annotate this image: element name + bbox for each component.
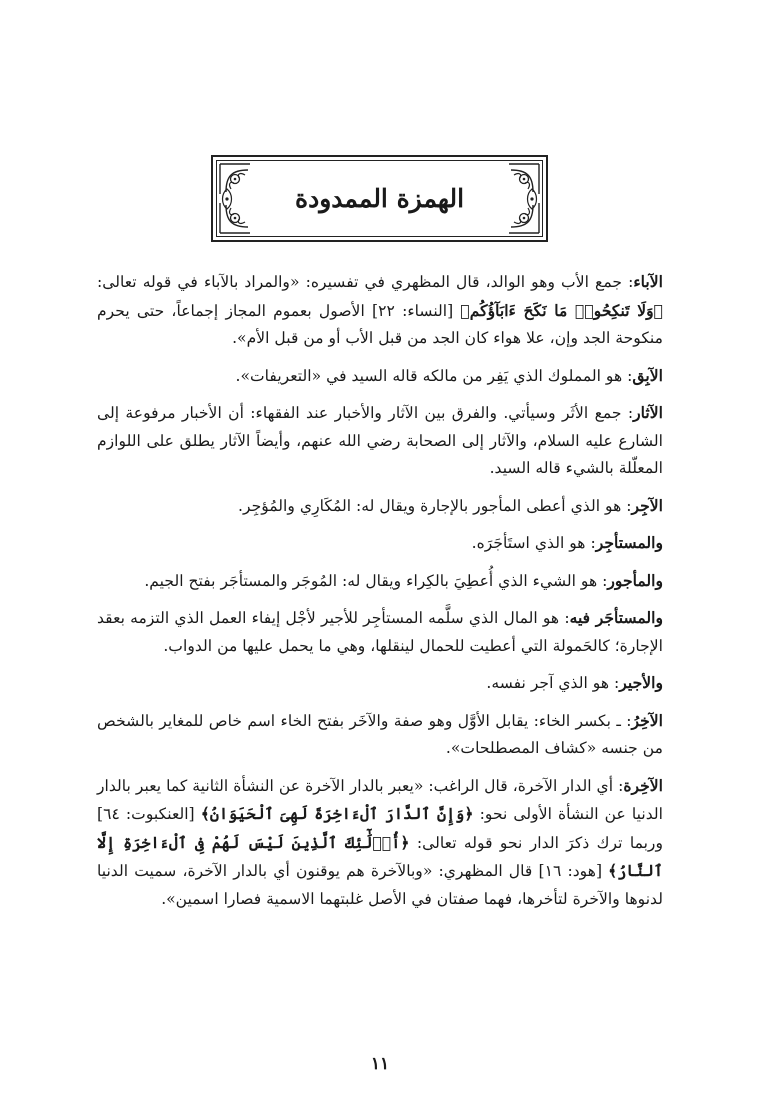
entry-term: الآخِرُ (631, 710, 663, 730)
glossary-entry (97, 669, 663, 698)
entry-term: الآثار (633, 403, 663, 422)
glossary-body (97, 268, 663, 913)
heading-frame (211, 155, 548, 242)
entry-text: : هو الذي آجر نفسه. (486, 674, 620, 692)
quran-verse: ﴿وَلَا تَنكِحُوا۟ مَا نَكَحَ ءَابَآؤُكُم﴾ (460, 300, 664, 320)
entry-term: الآخِرة (623, 775, 663, 795)
entry-term: والمأجور (607, 570, 663, 590)
glossary-entry (97, 604, 663, 660)
glossary-entry (97, 707, 663, 763)
glossary-entry (97, 362, 663, 391)
entry-text: : هو الذي أعطى المأجور بالإجارة ويقال له: المُكَارِي والمُؤجِر. (238, 496, 632, 515)
glossary-entry (97, 772, 663, 914)
entry-text: : أي الدار الآخرة، قال الراغب: «يعبر بالدار الآخرة عن النشأة الثانية كما يعبر بالدار الدنيا عن النشأة الأولى نحو: (97, 776, 663, 823)
entry-term: الآجِر (631, 495, 663, 515)
entry-text: : ـ بكسر الخاء: يقابل الأوَّل وهو صفة والآخَر بفتح الخاء اسم خاص للمغاير بالشخص من جنسه «كشاف المصطلحات». (97, 711, 663, 757)
heading-inner-border (216, 160, 543, 237)
entry-text: : جمع الأثَر وسيأتي. والفرق بين الآثار والأخبار عند الفقهاء: أن الأخبار مرفوعة إلى الشارع عليه السلام، والآثار إلى الصحابة رضي الله عنهم، وأيضاً الآثار يطلق على اللوازم المعلّلة بالشيء قاله السيد. (97, 404, 663, 477)
glossary-entry (97, 492, 663, 521)
quran-verse: ﴿أُو۟لَٰٓئِكَ ٱلَّذِينَ لَيْسَ لَهُمْ فِى ٱلْءَاخِرَةِ إِلَّا ٱلنَّارُ﴾ (97, 832, 663, 880)
entry-text: [العنكبوت: ٦٤] وربما ترك ذكرَ الدار نحو قوله تعالى: (97, 805, 663, 852)
entry-text: : هو المال الذي سلَّمه المستأجِر للأجير لأجْل إيفاء العمل الذي التزمه بعقد الإجارة؛ كالحَمولة التي أعطيت للحمال لينقلها، وهي ما يحمل عليها من الدواب. (97, 609, 663, 655)
entry-text: : هو الشيء الذي أُعطِيَ بالكِراء ويقال له: المُوجَر والمستأجَر بفتح الجيم. (144, 571, 608, 590)
entry-text: [النساء: ٢٢] الأصول بعموم المجاز إجماعاً، حتى يحرم منكوحة الجد وإن، علا هواء كان الجد من قبل الأب أو من قبل الأم». (97, 301, 663, 347)
entry-text: : جمع الأب وهو الوالد، قال المظهري في تفسيره: «والمراد بالآباء في قوله تعالى: (97, 273, 634, 291)
entry-text: : هو الذي استَأجَرَه. (471, 534, 596, 552)
glossary-entry (97, 399, 663, 483)
entry-term: والمستأجَر فيه (569, 608, 663, 627)
glossary-entry (97, 567, 663, 596)
quran-verse: ﴿وَإِنَّ ٱلدَّارَ ٱلْءَاخِرَةَ لَهِىَ ٱلْحَيَوَانُ﴾ (200, 804, 474, 823)
entry-term: والأجير (619, 673, 663, 692)
entry-term: الآباء (633, 272, 663, 291)
side-ornament-icon (220, 188, 234, 210)
section-title: الهمزة الممدودة (294, 184, 465, 213)
entry-term: والمستأجِر (595, 533, 663, 552)
glossary-entry (97, 268, 663, 353)
page-number: ١١ (370, 1054, 390, 1074)
entry-term: الآبِق (632, 365, 663, 385)
side-ornament-icon (525, 188, 539, 210)
entry-text: [هود: ١٦] قال المظهري: «وبالآخرة هم يوقنون أي بالدار الآخرة، سميت الدنيا لدنوها والآخرة لتأخرها، فهما صفتان في الأصل غلبتهما الاسمية فصارا اسمين». (97, 862, 663, 908)
glossary-entry (97, 529, 663, 558)
entry-text: : هو المملوك الذي يَفِر من مالكه قاله السيد في «التعريفات». (235, 366, 633, 385)
